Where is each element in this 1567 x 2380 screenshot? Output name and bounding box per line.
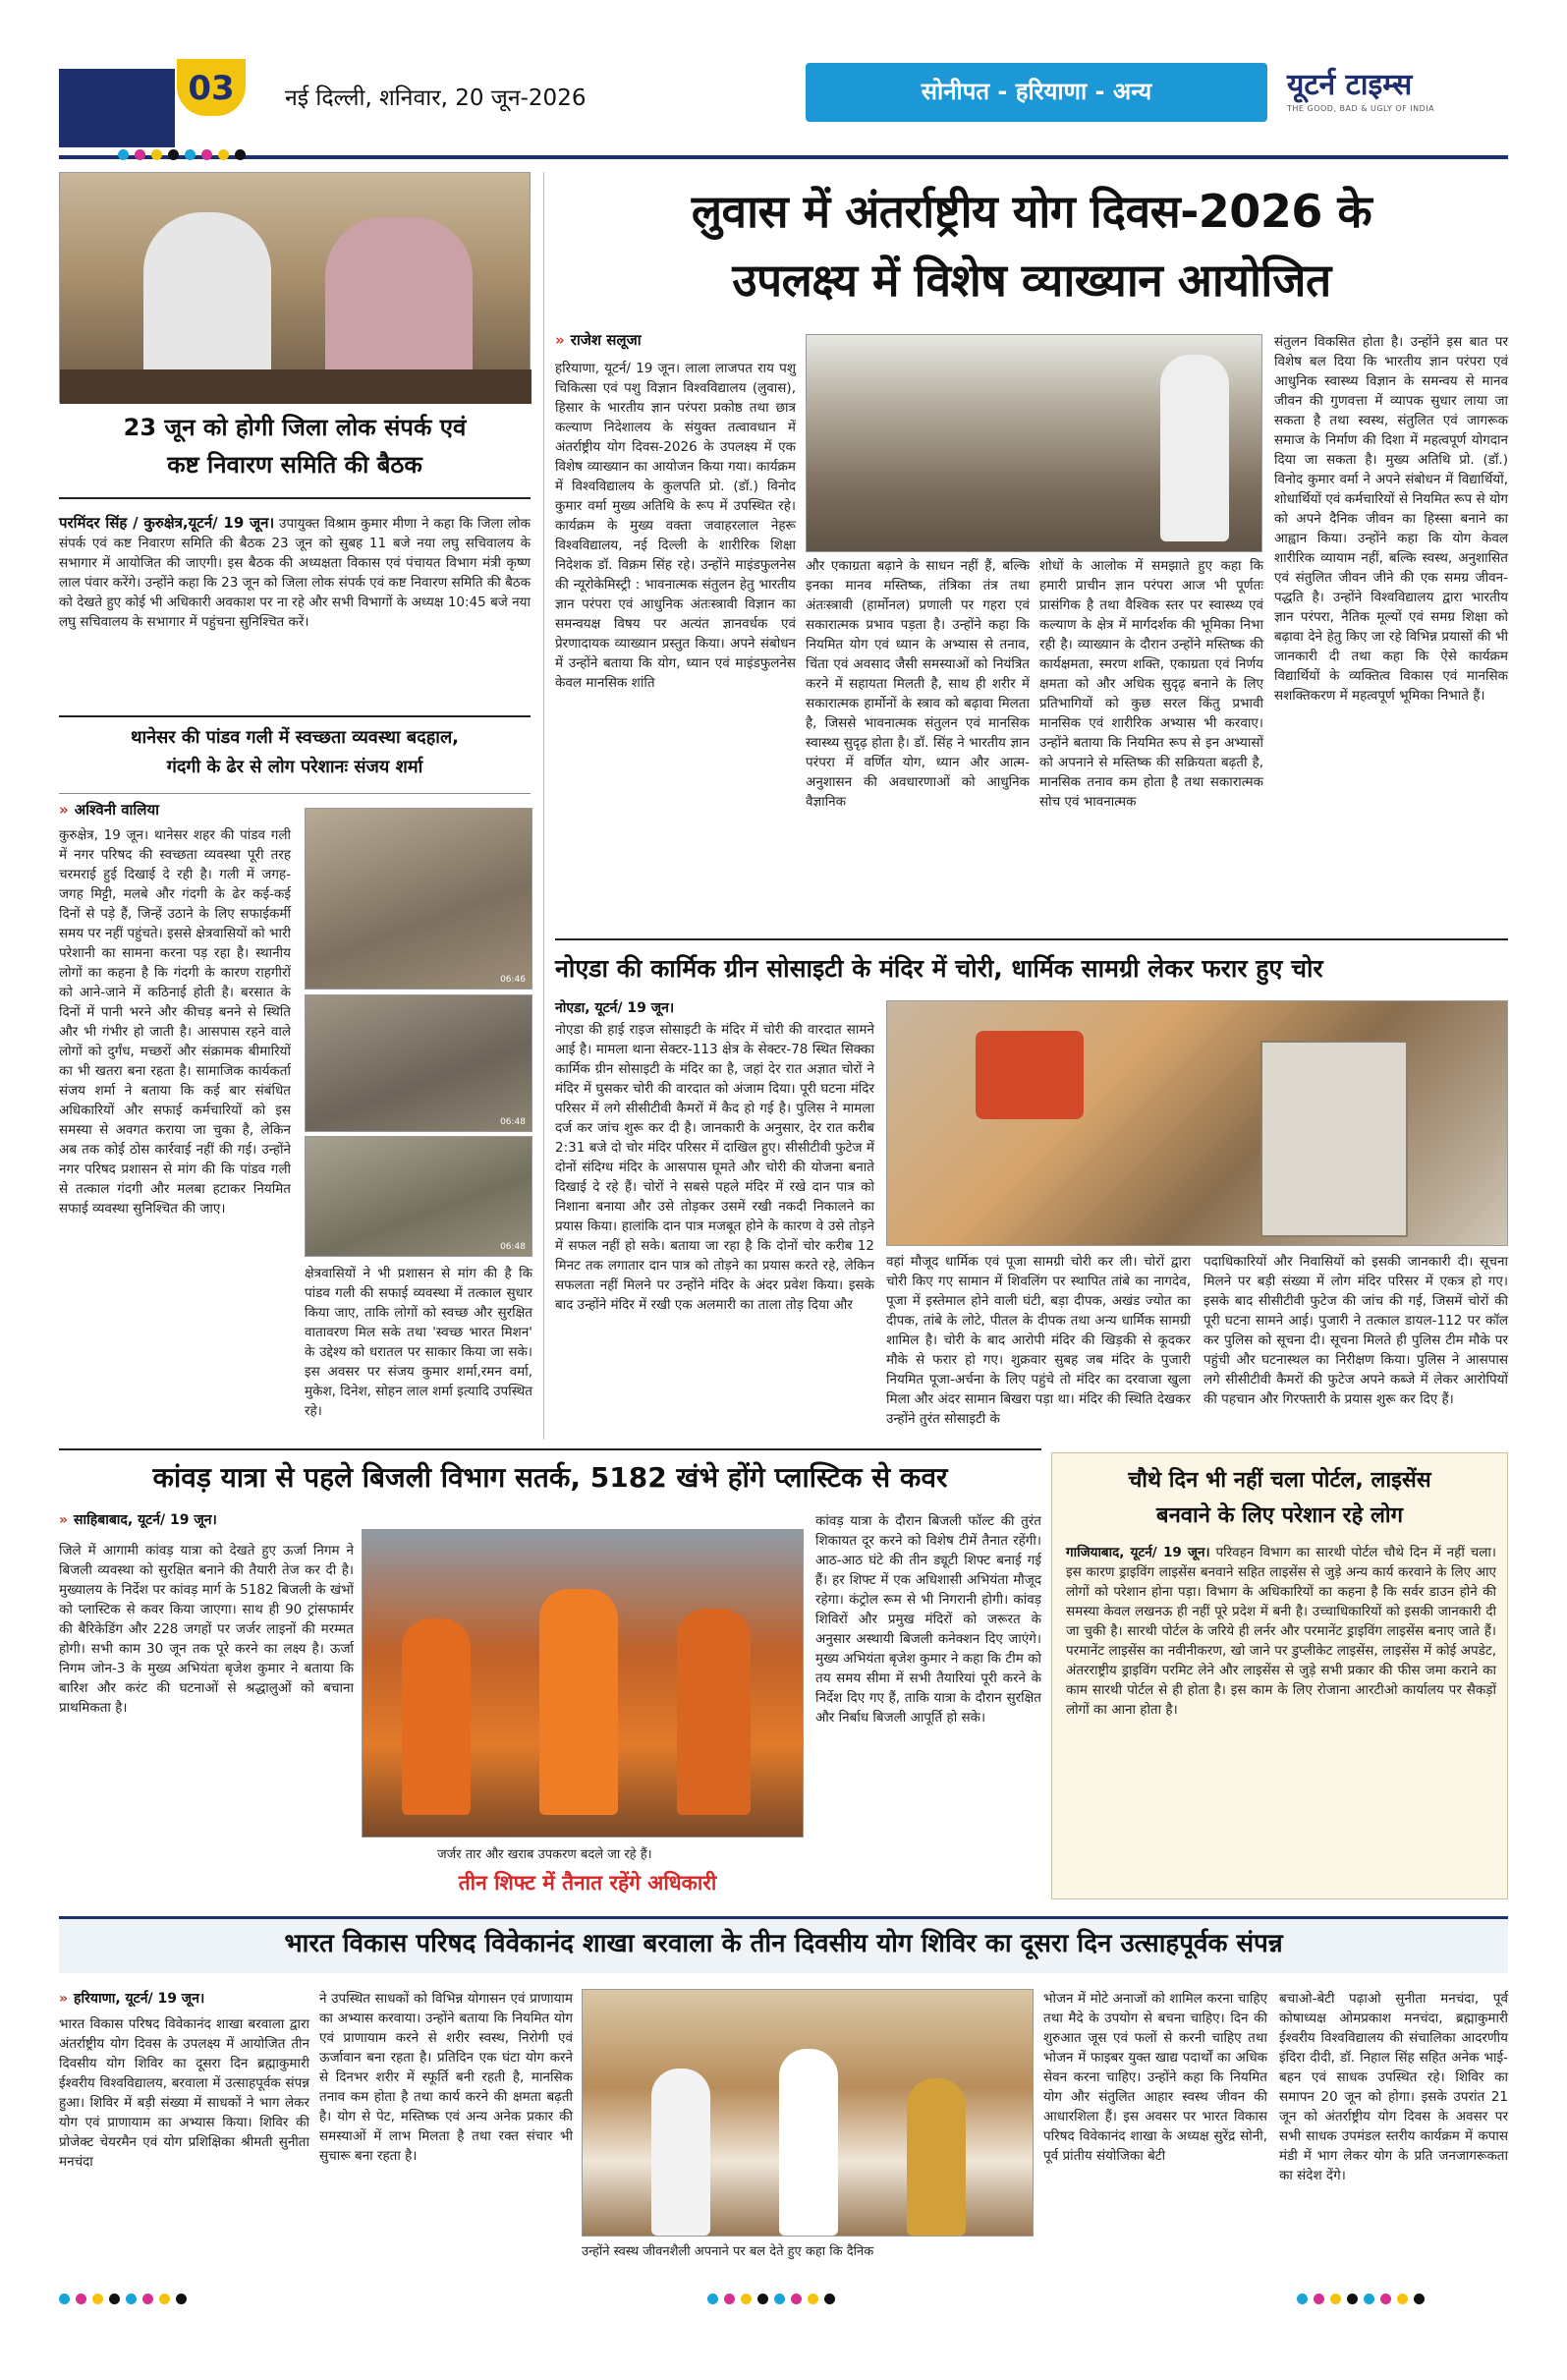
thanesar-byline: » अश्विनी वालिया (59, 801, 160, 819)
brand-name: यूटर्न टाइम्स (1287, 68, 1413, 102)
kanwar-byline: » साहिबाबाद, यूटर्न/ 19 जून। (59, 1512, 217, 1528)
registration-dot (218, 149, 229, 160)
footer-color-dots-center (707, 2290, 923, 2303)
kanwar-headline: कांवड़ यात्रा से पहले बिजली विभाग सतर्क, 5182 खंभे होंगे प्लास्टिक से कवर (152, 1461, 948, 1494)
registration-dot (774, 2294, 785, 2304)
yoga-participant-1 (651, 2068, 710, 2236)
registration-dot (151, 149, 162, 160)
registration-dot (76, 2294, 86, 2304)
registration-dot (1330, 2294, 1341, 2304)
luvas-col-3: शोधों के आलोक में समझाते हुए कहा कि हमारी प्राचीन ज्ञान परंपरा आज भी पूर्णतः प्रासंगिक है तथा वैश्विक स्तर पर स्वास्थ्य एवं कल्याण के क्षेत्र में मार्गदर्शक की भूमिका निभा रही है। व्याख्यान के दौरान उन्होंने मस्तिष्क की कार्यक्षमता, स्मरण शक्ति, एकाग्रता एवं निर्णय क्षमता को और अधिक सुदृढ़ बनाने के लिए प्रतिभागियों को कुछ सरल किंतु प्रभावी मानसिक एवं शारीरिक अभ्यास भी करवाए। उन्होंने बताया कि नियमित रूप से इन अभ्यासों को अपनाने से मस्तिष्क की सक्रियता बढ़ती है, मानसिक तनाव कम होता है तथा सकारात्मक सोच एवं भावनात्मक (1039, 558, 1263, 810)
thanesar-body: कुरुक्षेत्र, 19 जून। थानेसर शहर की पांडव गली में नगर परिषद की स्वच्छता व्यवस्था पूरी तरह चरमराई हुई दिखाई दे रही है। गली में जगह-जगह मिट्टी, मलबे और गंदगी के ढेर कई-कई दिनों से पड़े हैं, जिन्हें उठाने के लिए सफाईकर्मी समय पर नहीं पहुंचते। इससे क्षेत्रवासियों को भारी परेशानी का सामना करना पड़ रहा है। स्थानीय लोगों का कहना है कि गंदगी के कारण राहगीरों को आने-जाने में कठिनाई होती है। बरसात के दिनों में पानी भरने और कीचड़ बनने से स्थिति और भी गंभीर हो जाती है। आसपास रहने वाले लोगों को दुर्गंध, मच्छरों और संक्रामक बीमारियों का भी खतरा बना रहता है। सामाजिक कार्यकर्ता संजय शर्मा ने बताया कि कई बार संबंधित अधिकारियों और सफाई कर्मचारियों को इस समस्या से अवगत कराया जा चुका है, लेकिन अब तक कोई ठोस कार्रवाई नहीं की गई। उन्होंने नगर परिषद प्रशासन से मांग की कि पांडव गली से तत्काल गंदगी और मलबा हटाकर नियमित सफाई व्यवस्था सुनिश्चित की जाए। (59, 827, 291, 1217)
speaker-figure (1160, 355, 1229, 541)
kanwar-col-2: कांवड़ यात्रा के दौरान बिजली फॉल्ट की तुरंत शिकायत दूर करने को विशेष टीमें तैनात रहेंगी। आठ-आठ घंटे की तीन ड्यूटी शिफ्ट बनाई गई हैं। हर शिफ्ट में एक अधिशासी अभियंता मौजूद रहेगा। कंट्रोल रूम से भी निगरानी होगी। कांवड़ शिविरों और प्रमुख मंदिरों को जरूरत के अनुसार अस्थायी बिजली कनेक्शन दिए जाएंगे। मुख्य अभियंता बृजेश कुमार ने कहा कि टीम को तय समय सीमा में सभी तैयारियां पूरी करने के निर्देश दिए गए हैं, ताकि यात्रा के दौरान सुरक्षित और निर्बाध बिजली आपूर्ति हो सके। (815, 1513, 1041, 1726)
kanwar-byline-name: साहिबाबाद, यूटर्न/ 19 जून। (74, 1512, 217, 1528)
registration-dot (724, 2294, 735, 2304)
kurukshetra-byline: परमिंदर सिंह / कुरुक्षेत्र,यूटर्न/ 19 जून। (59, 514, 275, 532)
noida-cctv-photo (886, 1000, 1508, 1246)
desk (60, 369, 532, 404)
yoga-col-4: बचाओ-बेटी पढ़ाओ सुनीता मनचंदा, पूर्व कोषाध्यक्ष ओमप्रकाश मनचंदा, ब्रह्माकुमारी ईश्वरीय विश्वविद्यालय की संचालिका आदरणीय इंदिरा दीदी, डॉ. निहाल सिंह सहित अनेक भाई-बहन एवं साधक उपस्थित रहे। शिविर का समापन 20 जून को होगा। इसके उपरांत 21 जून को अंतर्राष्ट्रीय योग दिवस के अवसर पर सभी साधक उपमंडल स्तरीय कार्यक्रम में कपास मंडी में भाग लेकर योग के प्रति जनजागरूकता का संदेश देंगे। (1279, 1991, 1508, 2183)
registration-dot (1397, 2294, 1408, 2304)
masthead-color-dots (118, 145, 413, 159)
masthead (59, 59, 1508, 159)
brand-logo (1287, 67, 1498, 126)
photo-timestamp-1: 06:46 (500, 975, 526, 985)
registration-dot (824, 2294, 835, 2304)
registration-dot (168, 149, 179, 160)
registration-dot (1364, 2294, 1374, 2304)
kurukshetra-divider (59, 497, 531, 499)
footer-color-dots-right (1297, 2290, 1513, 2303)
thanesar-caption: क्षेत्रवासियों ने भी प्रशासन से मांग की है कि पांडव गली की सफाई व्यवस्था में तत्काल सुधार किया जाए, ताकि लोगों को स्वच्छ और सुरक्षित वातावरण मिल सके तथा 'स्वच्छ भारत मिशन' के उद्देश्य को धरातल पर साकार किया जा सके। इस अवसर पर संजय कुमार शर्मा,रमन वर्मा, मुकेश, दिनेश, सोहन लाल शर्मा इत्यादि उपस्थित रहे। (305, 1266, 532, 1419)
registration-dot (201, 149, 212, 160)
yoga-participant-3 (907, 2078, 966, 2236)
registration-dot (126, 2294, 137, 2304)
registration-dot (142, 2294, 153, 2304)
license-headline-2: बनवाने के लिए परेशान रहे लोग (1156, 1503, 1403, 1528)
noida-top-rule (555, 938, 1508, 940)
luvas-byline: » राजेश सलूजा (555, 331, 642, 349)
photo-timestamp-2: 06:48 (500, 1117, 526, 1127)
page-number (59, 69, 175, 147)
luvas-headline-2: उपलक्ष्य में विशेष व्याख्यान आयोजित (732, 254, 1331, 307)
license-body (1066, 1543, 1496, 1897)
registration-dot (707, 2294, 718, 2304)
registration-dot (791, 2294, 802, 2304)
yoga-col-1: भारत विकास परिषद विवेकानंद शाखा बरवाला द्वारा अंतर्राष्ट्रीय योग दिवस के उपलक्ष्य में आयोजित तीन दिवसीय योग शिविर का दूसरा दिन ब्रह्माकुमारी ईश्वरीय विश्वविद्यालय, बरवाला में उत्साहपूर्वक संपन्न हुआ। शिविर में बड़ी संख्या में साधकों ने भाग लेकर योग एवं प्राणायाम का अभ्यास किया। शिविर की प्रोजेक्ट चेयरमैन एवं योग प्रशिक्षिका श्रीमती सुनीता मनचंदा (59, 2016, 309, 2170)
registration-dot (1314, 2294, 1324, 2304)
kurukshetra-body (59, 513, 531, 700)
registration-dot (808, 2294, 818, 2304)
thanesar-byline-name: अश्विनी वालिया (74, 801, 160, 819)
pilgrim-1 (402, 1618, 471, 1815)
person-left (143, 212, 271, 379)
brand-tagline: THE GOOD, BAD & UGLY OF INDIA (1287, 104, 1435, 113)
dateline: नई दिल्ली, शनिवार, 20 जून-2026 (285, 85, 587, 111)
yoga-byline-name: हरियाणा, यूटर्न/ 19 जून। (74, 1991, 205, 2007)
yoga-col-2: ने उपस्थित साधकों को विभिन्न योगासन एवं प्राणायाम का अभ्यास करवाया। उन्होंने बताया कि नियमित योग एवं प्राणायाम करने से शरीर स्वस्थ, निरोगी एवं ऊर्जावान बना रहता है। प्रतिदिन एक घंटा योग करने से दिनभर शरीर में स्फूर्ति बनी रहती है, मानसिक तनाव कम होता है तथा कार्य करने की क्षमता बढ़ती है। योग से पेट, मस्तिष्क एवं अन्य अनेक प्रकार की समस्याओं में लाभ मिलता है तथा रक्त संचार भी सुचारू बना रहता है। (319, 1991, 573, 2164)
kanwar-subhead: तीन शिफ्ट में तैनात रहेंगे अधिकारी (458, 1871, 717, 1895)
thanesar-photo-1 (305, 808, 532, 990)
registration-dot (1414, 2294, 1425, 2304)
registration-dot (741, 2294, 752, 2304)
thanesar-photo-3 (305, 1136, 532, 1257)
photo-timestamp-3: 06:48 (500, 1242, 526, 1252)
registration-dot (109, 2294, 120, 2304)
yoga-participant-2 (779, 2049, 838, 2236)
thanesar-headline-2: गंदगी के ढेर से लोग परेशानः संजय शर्मा (166, 757, 423, 777)
license-body-text: परिवहन विभाग का सारथी पोर्टल चौथे दिन में नहीं चला। इस कारण ड्राइविंग लाइसेंस बनवाने सहित लाइसेंस से जुड़े अन्य कार्य करवाने के लिए आए लोगों को परेशान होना पड़ा। विभाग के अधिकारियों का कहना है कि सर्वर डाउन होने की समस्या केवल लखनऊ ही नहीं पूरे प्रदेश में बनी है। उच्चाधिकारियों को इसकी जानकारी दी जा चुकी है। सारथी पोर्टल के जरिये ही लर्नर और परमानेंट ड्राइविंग लाइसेंस बनाए जाते हैं। परमानेंट लाइसेंस का नवीनीकरण, खो जाने पर डुप्लीकेट लाइसेंस, लाइसेंस में कोई अपडेट, अंतरराष्ट्रीय ड्राइविंग परमिट लेने और लाइसेंस से जुड़े सभी प्रकार की फीस जमा कराने का काम सारथी पोर्टल से ही होता है। इस काम के लिए रोजाना आरटीओ कार्यालय पर सैकड़ों लोगों का आना होता है। (1066, 1545, 1496, 1718)
kanwar-mid-line: जर्जर तार और खराब उपकरण बदले जा रहे हैं। (437, 1847, 652, 1862)
luvas-col-4: संतुलन विकसित होता है। उन्होंने इस बात पर विशेष बल दिया कि भारतीय ज्ञान परंपरा एवं आधुनिक स्वास्थ्य विज्ञान के समन्वय से मानव जीवन की गुणवत्ता में व्यापक सुधार लाया जा सकता है तथा स्वस्थ, संतुलित एवं जागरूक समाज के निर्माण की दिशा में महत्वपूर्ण योगदान दिया जा सकता है। मुख्य अतिथि प्रो. (डॉ.) विनोद कुमार वर्मा ने अपने संबोधन में विद्यार्थियों, शोधार्थियों एवं कर्मचारियों से नियमित रूप से योग को अपने दैनिक जीवन का हिस्सा बनाने का आह्वान किया। उन्होंने कहा कि योग केवल शारीरिक व्यायाम नहीं, बल्कि स्वस्थ, अनुशासित एवं संतुलित जीवन जीने की एक समग्र जीवन-पद्धति है। उन्होंने विश्वविद्यालय द्वारा भारतीय ज्ञान परंपरा, नैतिक मूल्यों एवं समग्र शिक्षा को बढ़ावा देने हेतु किए जा रहे विभिन्न प्रयासों की भी जानकारी दी तथा कहा कि ऐसे कार्यक्रम विद्यार्थियों के व्यक्तित्व विकास एवं मानसिक सशक्तिकरण में महत्वपूर्ण भूमिका निभाते हैं। (1274, 334, 1508, 704)
section-title: सोनीपत - हरियाणा - अन्य (921, 78, 1152, 105)
pilgrim-3 (677, 1609, 751, 1815)
license-headline-1: चौथे दिन भी नहीं चला पोर्टल, लाइसेंस (1128, 1468, 1431, 1493)
person-right (325, 217, 473, 384)
registration-dot (135, 149, 145, 160)
luvas-byline-name: राजेश सलूजा (570, 331, 642, 349)
temple-door (1260, 1041, 1408, 1237)
noida-col-2: वहां मौजूद धार्मिक एवं पूजा सामग्री चोरी कर ली। चोरों द्वारा चोरी किए गए सामान में शिवलिंग पर स्थापित तांबे का नागदेव, पूजा में इस्तेमाल होने वाली घंटी, बड़ा दीपक, अखंड ज्योत का दीपक, तांबे के लोटे, पीतल के दीपक तथा अन्य धार्मिक सामग्री शामिल है। चोरी के बाद आरोपी मंदिर की खिड़की से कूदकर मौके से फरार हो गए। शुक्रवार सुबह जब मंदिर के पुजारी नियमित पूजा-अर्चना के लिए पहुंचे तो मंदिर का दरवाजा खुला मिला और अंदर सामान बिखरा पड़ा था। मंदिर की स्थिति देखकर उन्होंने तुरंत सोसाइटी के (886, 1254, 1191, 1427)
luvas-col-2: और एकाग्रता बढ़ाने के साधन नहीं हैं, बल्कि इनका मानव मस्तिष्क, तंत्रिका तंत्र तथा अंतःस्त्रावी (हार्मोनल) प्रणाली पर गहरा एवं सकारात्मक प्रभाव पड़ता है। उन्होंने कहा कि नियमित योग एवं ध्यान के अभ्यास से तनाव, चिंता एवं अवसाद जैसी समस्याओं को नियंत्रित करने में सहायता मिलती है, साथ ही शरीर में सकारात्मक हार्मोनों के स्त्राव को बढ़ावा मिलता है, जिससे भावनात्मक संतुलन एवं मानसिक स्वास्थ्य सुदृढ़ होता है। डॉ. सिंह ने भारतीय ज्ञान परंपरा में वर्णित योग, ध्यान और आत्म-अनुशासन की अवधारणाओं को आधुनिक वैज्ञानिक (806, 558, 1030, 810)
footer-color-dots-left (59, 2290, 275, 2303)
registration-dot (118, 149, 129, 160)
registration-dot (176, 2294, 187, 2304)
yoga-headline: भारत विकास परिषद विवेकानंद शाखा बरवाला के तीन दिवसीय योग शिविर का दूसरा दिन उत्साहपूर्वक संपन्न (284, 1929, 1283, 1958)
registration-dot (92, 2294, 103, 2304)
yoga-photo-caption: उन्होंने स्वस्थ जीवनशैली अपनाने पर बल देते हुए कहा कि दैनिक (582, 2244, 874, 2259)
registration-dot (757, 2294, 768, 2304)
kanwar-col-1: जिले में आगामी कांवड़ यात्रा को देखते हुए ऊर्जा निगम ने बिजली व्यवस्था को सुरक्षित बनाने की तैयारी तेज कर दी है। मुख्यालय के निर्देश पर कांवड़ मार्ग के 5182 बिजली के खंभों को प्लास्टिक से कवर किया जाएगा। साथ ही 90 ट्रांसफार्मर की बैरिकेडिंग और 228 जगहों पर जर्जर लाइनों की मरम्मत होगी। सभी काम 30 जून तक पूरे करने का लक्ष्य है। ऊर्जा निगम जोन-3 के मुख्य अभियंता बृजेश कुमार ने बताया कि बारिश और करंट की घटनाओं से श्रद्धालुओं को बचाना प्राथमिकता है। (59, 1543, 354, 1716)
page-no: 03 (188, 69, 235, 108)
kurukshetra-headline-2: कष्ट निवारण समिति की बैठक (167, 451, 422, 479)
luvas-col-1: हरियाणा, यूटर्न/ 19 जून। लाला लाजपत राय पशु चिकित्सा एवं पशु विज्ञान विश्वविद्यालय (लुवास), हिसार के भारतीय ज्ञान परंपरा प्रकोष्ठ तथा छात्र कल्याण निदेशालय के संयुक्त तत्वावधान में अंतर्राष्ट्रीय योग दिवस-2026 के उपलक्ष्य में एक विशेष व्याख्यान का आयोजन किया गया। कार्यक्रम में विश्वविद्यालय के कुलपति प्रो. (डॉ.) विनोद कुमार वर्मा मुख्य अतिथि के रूप में उपस्थित रहे। कार्यक्रम के मुख्य वक्ता जवाहरलाल नेहरू विश्वविद्यालय, नई दिल्ली के शारीरिक शिक्षा निदेशक डॉ. विक्रम सिंह रहे। उन्होंने माइंडफुलनेस की न्यूरोकेमिस्ट्री : भावनात्मक संतुलन हेतु भारतीय ज्ञान परंपरा एवं आधुनिक अंतःस्त्रावी विज्ञान का समन्वयक्ष विषय पर अत्यंत ज्ञानवर्धक एवं प्रेरणादायक व्याख्यान प्रस्तुत किया। अपने संबोधन में उन्होंने बताया कि योग, ध्यान एवं माइंडफुलनेस केवल मानसिक शांति (555, 361, 796, 691)
license-byline: गाजियाबाद, यूटर्न/ 19 जून। (1066, 1545, 1210, 1560)
registration-dot (1297, 2294, 1308, 2304)
registration-dot (1380, 2294, 1391, 2304)
noida-col-3: पदाधिकारियों और निवासियों को इसकी जानकारी दी। सूचना मिलने पर बड़ी संख्या में लोग मंदिर परिसर में एकत्र हो गए। इसके बाद सीसीटीवी फुटेज की जांच की गई, जिसमें चोरों की पूरी घटना सामने आई। पुजारी ने तत्काल डायल-112 पर कॉल कर पुलिस को सूचना दी। सूचना मिलते ही पुलिस टीम मौके पर पहुंची और घटनास्थल का निरीक्षण किया। पुलिस ने आसपास लगे सीसीटीवी कैमरों की फुटेज अपने कब्जे में लेकर आरोपियों की पहचान और गिरफ्तारी के प्रयास शुरू कर दिए हैं। (1203, 1254, 1508, 1407)
registration-dot (59, 2294, 70, 2304)
luvas-headline-1: लुवास में अंतर्राष्ट्रीय योग दिवस-2026 के (691, 185, 1372, 238)
yoga-col-3: भोजन में मोटे अनाजों को शामिल करना चाहिए तथा मैदे के उपयोग से बचना चाहिए। दिन की शुरुआत जूस एवं फलों से करनी चाहिए तथा भोजन में फाइबर युक्त खाद्य पदार्थों का अधिक सेवन करना चाहिए। उन्होंने कहा कि नियमित योग और संतुलित आहार स्वस्थ जीवन की आधारशिला हैं। इस अवसर पर भारत विकास परिषद विवेकानंद शाखा के अध्यक्ष सुरेंद्र सोनी, पूर्व प्रांतीय संयोजिका बेटी (1043, 1991, 1267, 2164)
thanesar-photo-2 (305, 994, 532, 1132)
noida-headline: नोएडा की कार्मिक ग्रीन सोसाइटी के मंदिर में चोरी, धार्मिक सामग्री लेकर फरार हुए चोर (555, 954, 1323, 983)
kurukshetra-body-text: उपायुक्त विश्राम कुमार मीणा ने कहा कि जिला लोक संपर्क एवं कष्ट निवारण समिति की बैठक 23 जून को सुबह 11 बजे नया लघु सचिवालय के सभागार में आयोजित की जाएगी। इस बैठक की अध्यक्षता विकास एवं पंचायत विभाग मंत्री कृष्ण लाल पंवार करेंगे। उन्होंने कहा कि 23 जून को जिला लोक संपर्क एवं कष्ट निवारण समिति की बैठक को देखते हुए कोई भी अधिकारी अवकाश पर ना रहे और सभी विभागों के अध्यक्ष 10:45 बजे नया लघु सचिवालय के सभागार में पहुंचना सुनिश्चित करें। (59, 516, 532, 630)
registration-dot (235, 149, 246, 160)
kanwar-photo (362, 1529, 804, 1838)
registration-dot (159, 2294, 170, 2304)
temple-idol (976, 1031, 1084, 1119)
kurukshetra-headline-1: 23 जून को होगी जिला लोक संपर्क एवं (123, 414, 467, 441)
noida-col-1: नोएडा की हाई राइज सोसाइटी के मंदिर में चोरी की वारदात सामने आई है। मामला थाना सेक्टर-113 क्षेत्र के सेक्टर-78 स्थित सिक्का कार्मिक ग्रीन सोसाइटी के मंदिर का है, जहां देर रात अज्ञात चोरों ने मंदिर में घुसकर चोरी की वारदात को अंजाम दिया। पूरी घटना मंदिर परिसर में लगे सीसीटीवी कैमरों में कैद हो गई है। पुलिस ने मामला दर्ज कर जांच शुरू कर दी है। जानकारी के अनुसार, देर रात करीब 2:31 बजे दो चोर मंदिर परिसर में दाखिल हुए। सीसीटीवी फुटेज में दोनों संदिग्ध मंदिर के आसपास घूमते और चोरी की योजना बनाते दिखाई दे रहे हैं। चोरों ने सबसे पहले मंदिर में रखे दान पात्र को निशाना बनाया और उसे तोड़कर उसमें रखी नकदी निकालने का प्रयास किया। हालांकि दान पात्र मजबूत होने के कारण वे उसे तोड़ने में सफल नहीं हो सके। बताया जा रहा है कि दोनों चोर करीब 12 मिनट तक लगातार दान पात्र को तोड़ने का प्रयास करते रहे, लेकिन सफलता नहीं मिलने पर उन्होंने मंदिर के अंदर प्रवेश किया। इसके बाद उन्होंने मंदिर में रखी एक अलमारी का ताला तोड़ दिया और (555, 1022, 874, 1313)
registration-dot (1347, 2294, 1358, 2304)
yoga-photo (582, 1989, 1034, 2237)
registration-dot (185, 149, 196, 160)
yoga-byline: » हरियाणा, यूटर्न/ 19 जून। (59, 1991, 205, 2007)
column-divider (543, 172, 544, 1440)
luvas-photo-audience (806, 334, 1262, 552)
pilgrim-2 (539, 1589, 618, 1815)
noida-byline: नोएडा, यूटर्न/ 19 जून। (555, 1000, 675, 1016)
meeting-photo (59, 172, 531, 403)
thanesar-headline-1: थानेसर की पांडव गली में स्वच्छता व्यवस्था बदहाल, (130, 727, 459, 748)
kanwar-top-rule (59, 1448, 1041, 1450)
